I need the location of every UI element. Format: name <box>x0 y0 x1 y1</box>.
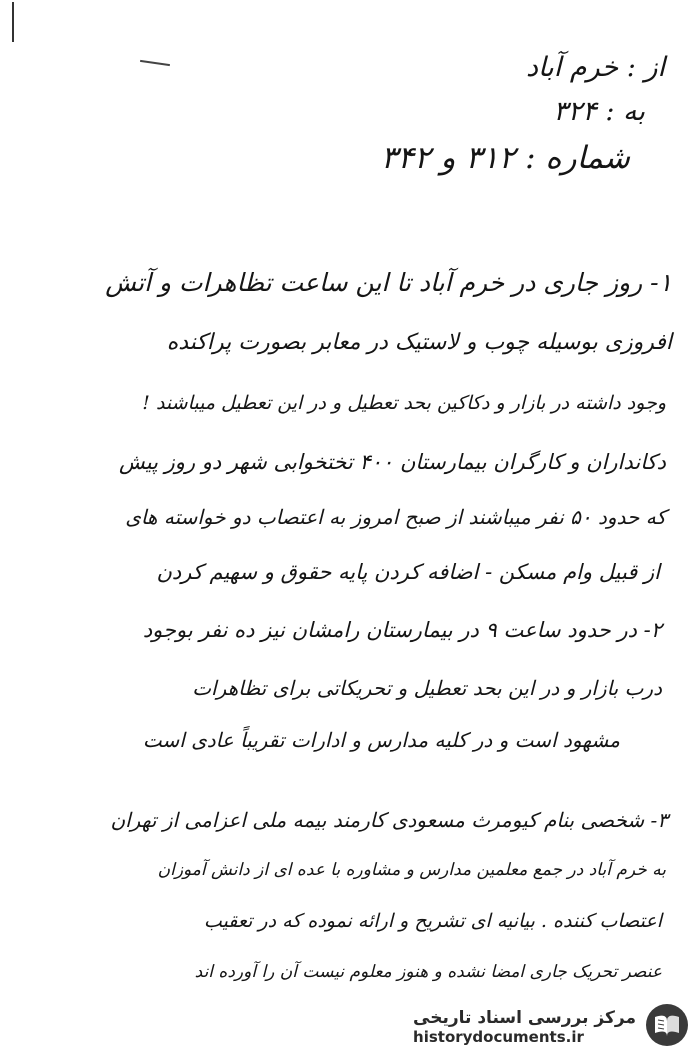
body-line: درب بازار و در این بحد تعطیل و تحریکاتی برای تظاهرات <box>192 676 662 700</box>
body-line: عنصر تحریک جاری امضا نشده و هنوز معلوم نیست آن را آورده اند <box>194 962 662 982</box>
body-line: از قبیل وام مسکن - اضافه کردن پایه حقوق و سهیم کردن <box>156 560 660 584</box>
body-line: مشهود است و در کلیه مدارس و ادارات تقریباً عادی است <box>142 728 620 752</box>
body-line: وجود داشته در بازار و دکاکین بحد تعطیل و در این تعطیل میباشند ! <box>142 392 666 414</box>
watermark <box>413 1002 690 1052</box>
header-from: از : خرم آباد <box>526 52 665 83</box>
watermark-org-name: مرکز بررسی اسناد تاریخی <box>413 1008 636 1028</box>
body-line: اعتصاب کننده . بیانیه ای تشریح و ارائه نموده که در تعقیب <box>203 910 662 932</box>
pen-mark <box>140 60 170 66</box>
body-line: به خرم آباد در جمع معلمین مدارس و مشاوره با عده ای از دانش آموزان <box>157 860 666 880</box>
body-line: که حدود ۵۰ نفر میباشند از صبح امروز به اعتصاب دو خواسته های <box>125 505 666 529</box>
body-line: ۳- شخصی بنام کیومرث مسعودی کارمند بیمه ملی اعزامی از تهران <box>110 808 668 832</box>
body-line: دکانداران و کارگران بیمارستان ۴۰۰ تختخوابی شهر دو روز پیش <box>119 450 666 474</box>
book-logo-icon <box>644 1002 690 1052</box>
body-line: ۲- در حدود ساعت ۹ در بیمارستان رامشان نیز ده نفر بوجود <box>142 618 662 642</box>
header-ref: شماره : ۳۱۲ و ۳۴۲ <box>380 140 630 176</box>
body-line: ۱- روز جاری در خرم آباد تا این ساعت تظاهرات و آتش <box>105 268 672 297</box>
pen-mark <box>12 2 14 42</box>
header-to: به : ۳۲۴ <box>553 96 645 127</box>
watermark-url[interactable]: historydocuments.ir <box>413 1028 584 1046</box>
body-line: افروزی بوسیله چوب و لاستیک در معابر بصورت پراکنده <box>166 330 672 355</box>
